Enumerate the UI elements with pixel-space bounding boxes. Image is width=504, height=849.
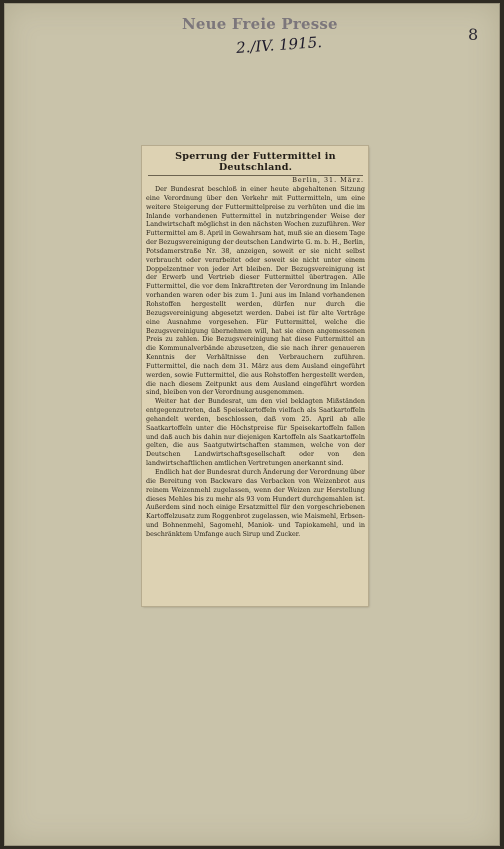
newspaper-clipping (142, 146, 368, 606)
article-paragraph: Endlich hat der Bundesrat durch Änderung der Verordnung über die Bereitung von Backware das Verbacken von Weizenbrot aus reinem Weizenmehl zugelassen, wenn der Weizen zur Herstellung dieses Mehles bis zu mehr als 93 vom Hundert durchgemahlen ist. Außerdem sind noch einige Ersatzmittel für den vorgeschriebenen Kartoffelzusatz zum Roggenbrot zugelassen, wie Maismehl, Erbsen- und Bohnenmehl, Sagomehl, Maniok- und Tapiokamehl, und in beschränktem Umfange auch Sirup und Zucker. (146, 468, 366, 538)
newspaper-stamp: Neue Freie Presse (182, 15, 338, 33)
article-dateline: Berlin, 31. März. (292, 176, 364, 184)
article-paragraph: Der Bundesrat beschloß in einer heute abgehaltenen Sitzung eine Verordnung über den Verkehr mit Futtermitteln, um eine weitere Steigerung der Futtermittelpreise zu verhüten und die im Inlande vorhandenen Futtermittel in nutzbringender Weise der Landwirtschaft möglichst in den nächsten Wochen zuzuführen. Wer Futtermittel am 8. April in Gewahrsam hat, muß sie an diesem Tage der Bezugsvereinigung der deutschen Landwirte G. m. b. H., Berlin, Potsdamerstraße Nr. 38, anzeigen, soweit er sie nicht selbst verbraucht oder verarbeitet oder soweit sie nicht unter einem Doppelzentner von jeder Art bleiben. Der Bezugsvereinigung ist der Erwerb und Vertrieb dieser Futtermittel übertragen. Alle Futtermittel, die vor dem Inkrafttreten der Verordnung im Inlande vorhanden waren oder bis zum 1. Juni aus im Inland vorhandenen Rohstoffen hergestellt werden, dürfen nur durch die Bezugsvereinigung abgesetzt werden. Dabei ist für alte Verträge eine Ausnahme vorgesehen. Für Futtermittel, welche die Bezugsvereinigung übernehmen will, hat sie einen angemessenen Preis zu zahlen. Die Bezugsvereinigung hat diese Futtermittel an die Kommunalverbände abzusetzen, die sie nach ihrer genaueren Kenntnis der Verhältnisse den Verbrauchern zuführen. Futtermittel, die nach dem 31. März aus dem Ausland eingeführt werden, sowie Futtermittel, die aus Rohstoffen hergestellt werden, die nach diesem Zeitpunkt aus dem Ausland eingeführt worden sind, bleiben von der Verordnung ausgenommen. (146, 185, 365, 397)
page-number: 8 (468, 25, 479, 44)
article-paragraph: Weiter hat der Bundesrat, um den viel beklagten Mißständen entgegenzutreten, daß Speisekartoffeln vielfach als Saatkartoffeln gehandelt werden, beschlossen, daß vom 25. April ab alle Saatkartoffeln unter die Höchstpreise für Speisekartoffeln fallen und daß auch bis dahin nur diejenigen Kartoffeln als Saatkartoffeln gelten, die aus Saatgutwirtschaften stammen, welche von der Deutschen Landwirtschaftsgesellschaft oder von den landwirtschaftlichen amtlichen Vertretungen anerkannt sind. (146, 397, 365, 468)
article-title: Sperrung der Futtermittel in Deutschland. (175, 151, 336, 173)
archive-sheet (4, 3, 500, 846)
handwritten-date: 2./IV. 1915. (235, 33, 323, 57)
